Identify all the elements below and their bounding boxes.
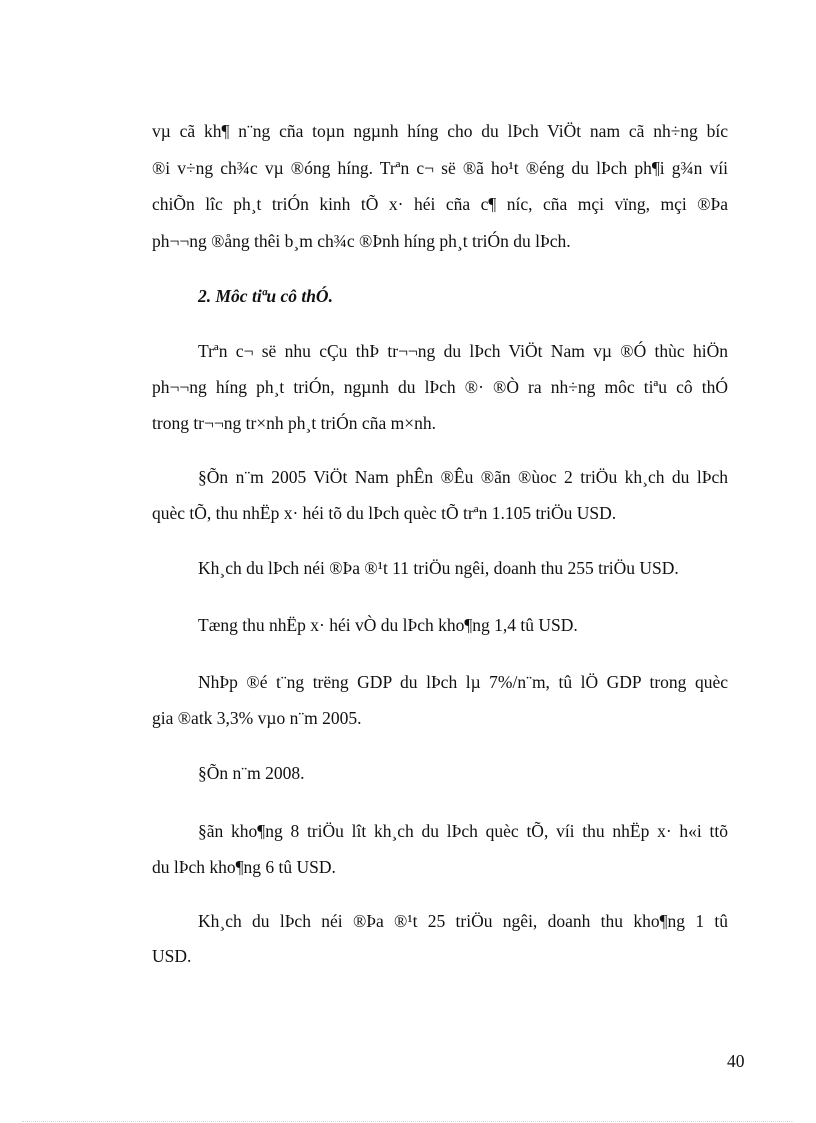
paragraph-2-line-2: ph¬¬ng híng ph¸t triÓn, ngµnh du lÞch ®· ®Ò ra nh÷ng môc tiªu cô thÓ [152,377,728,397]
paragraph-9-line-2: USD. [152,946,192,966]
page-number: 40 [727,1051,745,1071]
paragraph-8-line-2: du lÞch kho¶ng 6 tû USD. [152,857,336,877]
paragraph-5: Tæng thu nhËp x· héi vÒ du lÞch kho¶ng 1,4 tû USD. [198,615,578,635]
paragraph-1-line-3: chiÕn lîc ph¸t triÓn kinh tÕ x· héi cña c¶ níc, cña mçi vïng, mçi ®Þa [152,194,728,214]
paragraph-2-line-1: Trªn c¬ së nhu cÇu thÞ tr¬¬ng du lÞch ViÖt Nam vµ ®Ó thùc hiÖn [198,341,728,361]
paragraph-1-line-1: vµ cã kh¶ n¨ng cña toµn ngµnh híng cho du lÞch ViÖt nam cã nh÷ng bíc [152,121,728,141]
paragraph-7: §Õn n¨m 2008. [198,763,305,783]
paragraph-6-line-2: gia ®atk 3,3% vµo n¨m 2005. [152,708,362,728]
paragraph-6-line-1: NhÞp ®é t¨ng trëng GDP du lÞch lµ 7%/n¨m, tû lÖ GDP trong quèc [198,672,728,692]
paragraph-8-line-1: §ãn kho¶ng 8 triÖu lît kh¸ch du lÞch quèc tÕ, víi thu nhËp x· h«i ttõ [198,821,728,841]
paragraph-9-line-1: Kh¸ch du lÞch néi ®Þa ®¹t 25 triÖu ngêi, doanh thu kho¶ng 1 tû [198,911,728,931]
paragraph-3-line-1: §Õn n¨m 2005 ViÖt Nam phÊn ®Êu ®ãn ®ùoc 2 triÖu kh¸ch du lÞch [198,467,728,487]
paragraph-2-line-3: trong tr¬¬ng tr×nh ph¸t triÓn cña m×nh. [152,413,436,433]
paragraph-1-line-4: ph¬¬ng ®ång thêi b¸m ch¾c ®Þnh híng ph¸t triÓn du lÞch. [152,231,571,251]
paragraph-4: Kh¸ch du lÞch néi ®Þa ®¹t 11 triÖu ngêi, doanh thu 255 triÖu USD. [198,558,679,578]
paragraph-1-line-2: ®i v÷ng ch¾c vµ ®óng híng. Trªn c¬ së ®ã ho¹t ®éng du lÞch ph¶i g¾n víi [152,158,728,178]
section-heading: 2. Môc tiªu cô thÓ. [198,286,333,306]
page-bottom-border [22,1121,794,1122]
paragraph-3-line-2: quèc tÕ, thu nhËp x· héi tõ du lÞch quèc tÕ trªn 1.105 triÖu USD. [152,503,617,523]
